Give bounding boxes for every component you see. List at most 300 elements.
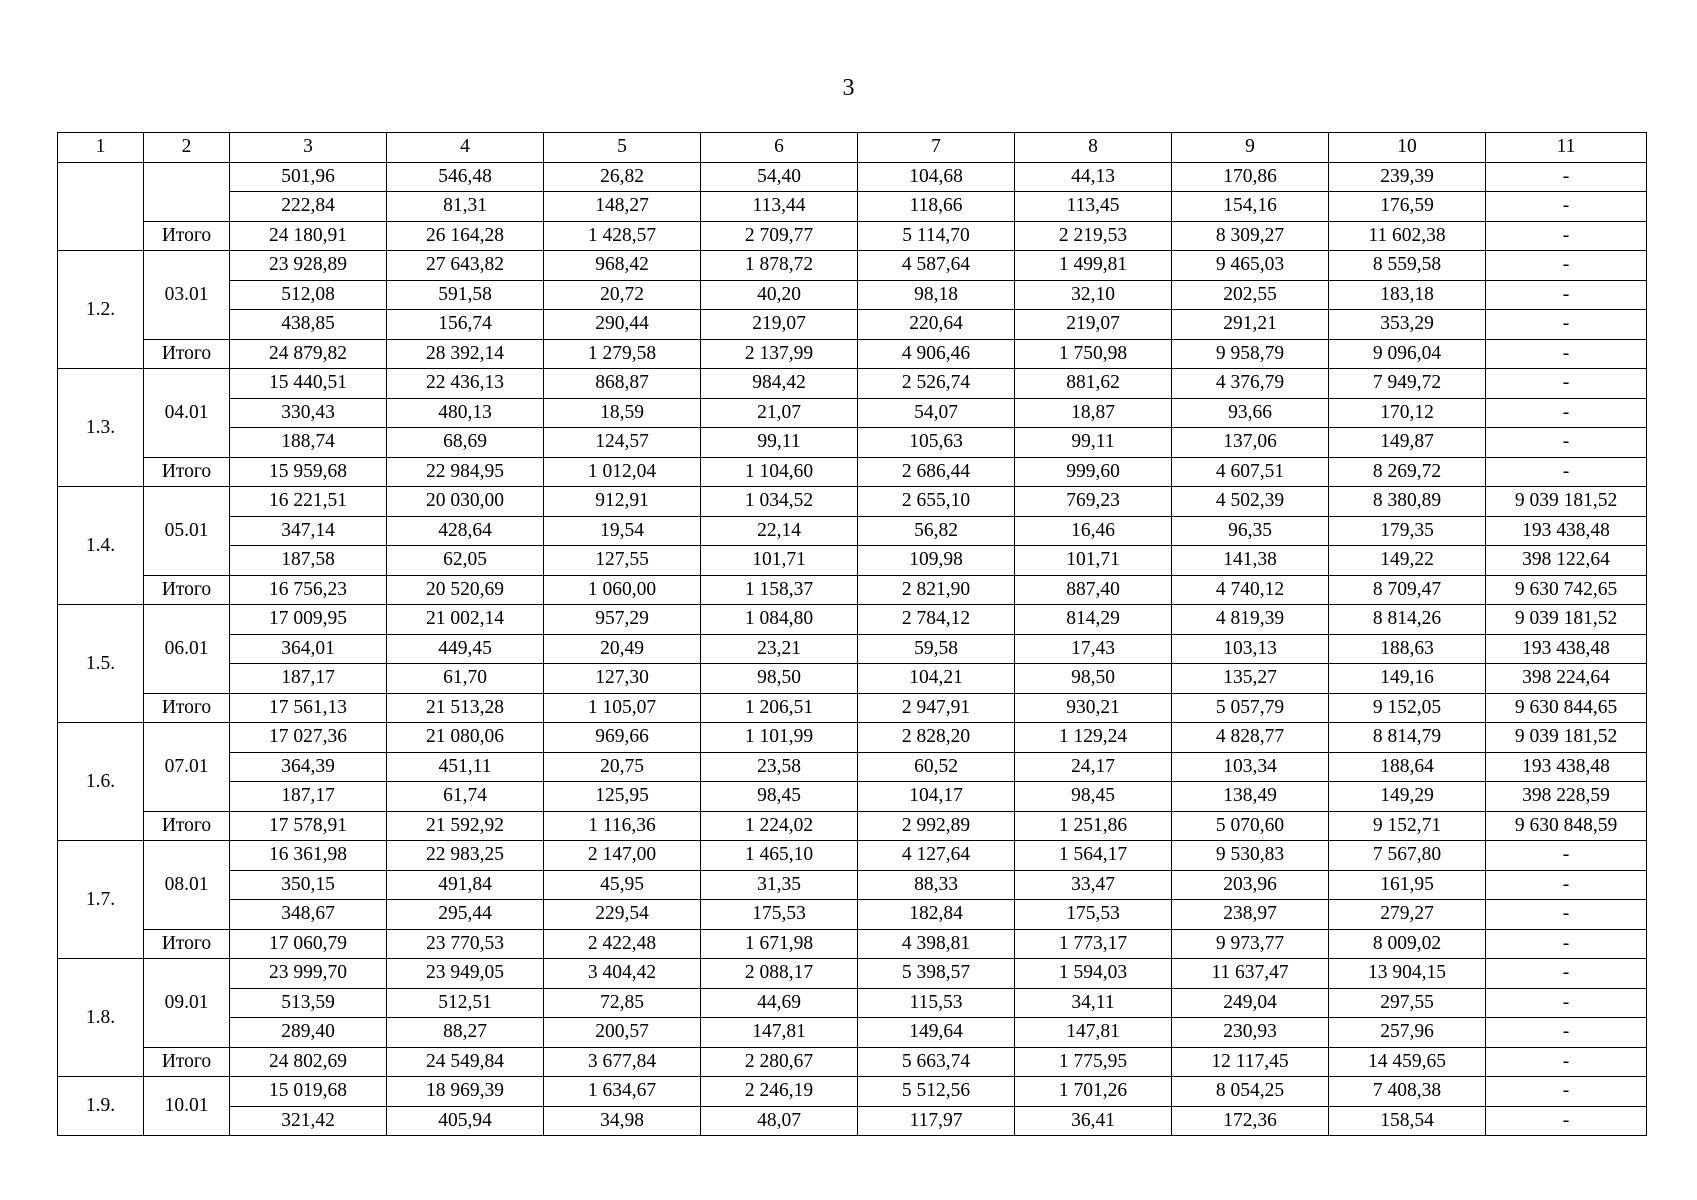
value-cell: 449,45 <box>387 634 544 664</box>
value-cell: 222,84 <box>230 192 387 222</box>
value-cell: 72,85 <box>544 988 701 1018</box>
value-cell: 11 637,47 <box>1172 959 1329 989</box>
value-cell: 154,16 <box>1172 192 1329 222</box>
total-value-cell: 22 984,95 <box>387 457 544 487</box>
value-cell: 8 559,58 <box>1329 251 1486 281</box>
value-cell: 20,49 <box>544 634 701 664</box>
value-cell: 17,43 <box>1015 634 1172 664</box>
total-value-cell: 9 630 848,59 <box>1486 811 1647 841</box>
value-cell: 438,85 <box>230 310 387 340</box>
value-cell: 187,58 <box>230 546 387 576</box>
page-number: 3 <box>842 75 855 101</box>
value-cell: 175,53 <box>701 900 858 930</box>
value-cell: 26,82 <box>544 162 701 192</box>
value-cell: 101,71 <box>1015 546 1172 576</box>
total-value-cell: 1 104,60 <box>701 457 858 487</box>
value-cell: 229,54 <box>544 900 701 930</box>
value-cell: 109,98 <box>858 546 1015 576</box>
table-row <box>58 723 1647 753</box>
value-cell: 7 949,72 <box>1329 369 1486 399</box>
total-row <box>58 339 1647 369</box>
value-cell: 88,33 <box>858 870 1015 900</box>
column-header: 11 <box>1486 133 1647 163</box>
total-value-cell: 21 513,28 <box>387 693 544 723</box>
value-cell: 182,84 <box>858 900 1015 930</box>
value-cell: 814,29 <box>1015 605 1172 635</box>
value-cell: 347,14 <box>230 516 387 546</box>
total-value-cell: 1 773,17 <box>1015 929 1172 959</box>
column-header: 7 <box>858 133 1015 163</box>
value-cell: 1 101,99 <box>701 723 858 753</box>
value-cell: 4 502,39 <box>1172 487 1329 517</box>
table-row <box>58 546 1647 576</box>
value-cell: 2 147,00 <box>544 841 701 871</box>
table-body <box>58 133 1647 1136</box>
total-value-cell: 9 958,79 <box>1172 339 1329 369</box>
total-value-cell: 4 398,81 <box>858 929 1015 959</box>
value-cell: 353,29 <box>1329 310 1486 340</box>
table-row <box>58 1018 1647 1048</box>
value-cell: 23,58 <box>701 752 858 782</box>
value-cell: 172,36 <box>1172 1106 1329 1136</box>
value-cell: 220,64 <box>858 310 1015 340</box>
value-cell: 187,17 <box>230 782 387 812</box>
total-row <box>58 575 1647 605</box>
value-cell: 98,50 <box>1015 664 1172 694</box>
value-cell: 68,69 <box>387 428 544 458</box>
total-value-cell: 21 592,92 <box>387 811 544 841</box>
code-cell: 09.01 <box>144 959 230 1048</box>
value-cell: 19,54 <box>544 516 701 546</box>
value-cell: 5 398,57 <box>858 959 1015 989</box>
value-cell: 480,13 <box>387 398 544 428</box>
value-cell: 56,82 <box>858 516 1015 546</box>
value-cell: 239,39 <box>1329 162 1486 192</box>
value-cell: 103,34 <box>1172 752 1329 782</box>
total-value-cell: 28 392,14 <box>387 339 544 369</box>
total-value-cell: 23 770,53 <box>387 929 544 959</box>
value-cell: 297,55 <box>1329 988 1486 1018</box>
value-cell: 9 465,03 <box>1172 251 1329 281</box>
value-cell: 141,38 <box>1172 546 1329 576</box>
total-row <box>58 1047 1647 1077</box>
value-cell: 968,42 <box>544 251 701 281</box>
value-cell: 161,95 <box>1329 870 1486 900</box>
table-row <box>58 634 1647 664</box>
table-row <box>58 398 1647 428</box>
value-cell: - <box>1486 192 1647 222</box>
value-cell: 99,11 <box>701 428 858 458</box>
total-value-cell: 5 114,70 <box>858 221 1015 251</box>
total-value-cell: 24 802,69 <box>230 1047 387 1077</box>
code-cell: 10.01 <box>144 1077 230 1136</box>
code-cell: 06.01 <box>144 605 230 694</box>
total-value-cell: - <box>1486 929 1647 959</box>
total-value-cell: 4 906,46 <box>858 339 1015 369</box>
value-cell: 118,66 <box>858 192 1015 222</box>
value-cell: 2 655,10 <box>858 487 1015 517</box>
total-value-cell: 999,60 <box>1015 457 1172 487</box>
value-cell: - <box>1486 1106 1647 1136</box>
value-cell: 124,57 <box>544 428 701 458</box>
value-cell: 912,91 <box>544 487 701 517</box>
value-cell: 16,46 <box>1015 516 1172 546</box>
value-cell: 1 564,17 <box>1015 841 1172 871</box>
value-cell: 115,53 <box>858 988 1015 1018</box>
value-cell: 984,42 <box>701 369 858 399</box>
total-value-cell: 16 756,23 <box>230 575 387 605</box>
value-cell: 148,27 <box>544 192 701 222</box>
total-label: Итого <box>144 457 230 487</box>
section-cell: 1.4. <box>58 487 144 605</box>
value-cell: 125,95 <box>544 782 701 812</box>
total-value-cell: 8 009,02 <box>1329 929 1486 959</box>
value-cell: 279,27 <box>1329 900 1486 930</box>
value-cell: - <box>1486 959 1647 989</box>
value-cell: 1 129,24 <box>1015 723 1172 753</box>
value-cell: 158,54 <box>1329 1106 1486 1136</box>
value-cell: 179,35 <box>1329 516 1486 546</box>
value-cell: 188,74 <box>230 428 387 458</box>
value-cell: - <box>1486 310 1647 340</box>
value-cell: 127,30 <box>544 664 701 694</box>
total-value-cell: 1 750,98 <box>1015 339 1172 369</box>
total-label: Итого <box>144 929 230 959</box>
value-cell: 20,72 <box>544 280 701 310</box>
value-cell: 289,40 <box>230 1018 387 1048</box>
value-cell: 188,64 <box>1329 752 1486 782</box>
code-cell: 03.01 <box>144 251 230 340</box>
section-cell: 1.3. <box>58 369 144 487</box>
total-row <box>58 811 1647 841</box>
value-cell: 23,21 <box>701 634 858 664</box>
value-cell: 21 002,14 <box>387 605 544 635</box>
value-cell: 34,11 <box>1015 988 1172 1018</box>
value-cell: - <box>1486 988 1647 1018</box>
total-label: Итого <box>144 339 230 369</box>
value-cell: 147,81 <box>1015 1018 1172 1048</box>
value-cell: 183,18 <box>1329 280 1486 310</box>
value-cell: 88,27 <box>387 1018 544 1048</box>
total-value-cell: 2 219,53 <box>1015 221 1172 251</box>
total-value-cell: 2 137,99 <box>701 339 858 369</box>
value-cell: 591,58 <box>387 280 544 310</box>
value-cell: 44,13 <box>1015 162 1172 192</box>
total-value-cell: 1 775,95 <box>1015 1047 1172 1077</box>
total-label: Итого <box>144 575 230 605</box>
value-cell: 249,04 <box>1172 988 1329 1018</box>
total-value-cell: 24 549,84 <box>387 1047 544 1077</box>
total-value-cell: 24 180,91 <box>230 221 387 251</box>
total-value-cell: 9 630 844,65 <box>1486 693 1647 723</box>
value-cell: 147,81 <box>701 1018 858 1048</box>
table-row <box>58 841 1647 871</box>
value-cell: 175,53 <box>1015 900 1172 930</box>
value-cell: - <box>1486 841 1647 871</box>
value-cell: 62,05 <box>387 546 544 576</box>
value-cell: 113,44 <box>701 192 858 222</box>
table-row <box>58 251 1647 281</box>
value-cell: 868,87 <box>544 369 701 399</box>
value-cell: 24,17 <box>1015 752 1172 782</box>
value-cell: 32,10 <box>1015 280 1172 310</box>
value-cell: 1 084,80 <box>701 605 858 635</box>
total-value-cell: - <box>1486 339 1647 369</box>
total-value-cell: - <box>1486 1047 1647 1077</box>
value-cell: 238,97 <box>1172 900 1329 930</box>
value-cell: 96,35 <box>1172 516 1329 546</box>
value-cell: 451,11 <box>387 752 544 782</box>
value-cell: 36,41 <box>1015 1106 1172 1136</box>
column-header: 4 <box>387 133 544 163</box>
column-header: 8 <box>1015 133 1172 163</box>
value-cell: 512,08 <box>230 280 387 310</box>
value-cell: 81,31 <box>387 192 544 222</box>
value-cell: 7 567,80 <box>1329 841 1486 871</box>
table-row <box>58 487 1647 517</box>
value-cell: 149,16 <box>1329 664 1486 694</box>
value-cell: 59,58 <box>858 634 1015 664</box>
value-cell: 219,07 <box>701 310 858 340</box>
column-header: 3 <box>230 133 387 163</box>
value-cell: 5 512,56 <box>858 1077 1015 1107</box>
value-cell: 364,01 <box>230 634 387 664</box>
value-cell: 1 634,67 <box>544 1077 701 1107</box>
value-cell: - <box>1486 1077 1647 1107</box>
table-row <box>58 1106 1647 1136</box>
total-value-cell: 9 152,05 <box>1329 693 1486 723</box>
value-cell: 350,15 <box>230 870 387 900</box>
data-table <box>57 132 1647 1136</box>
total-value-cell: - <box>1486 457 1647 487</box>
total-row <box>58 693 1647 723</box>
value-cell: 104,17 <box>858 782 1015 812</box>
total-value-cell: 8 309,27 <box>1172 221 1329 251</box>
value-cell: 7 408,38 <box>1329 1077 1486 1107</box>
value-cell: 291,21 <box>1172 310 1329 340</box>
value-cell: 18,59 <box>544 398 701 428</box>
table-row <box>58 428 1647 458</box>
value-cell: - <box>1486 398 1647 428</box>
value-cell: 61,74 <box>387 782 544 812</box>
table-row <box>58 988 1647 1018</box>
column-header: 10 <box>1329 133 1486 163</box>
value-cell: 99,11 <box>1015 428 1172 458</box>
value-cell: 18 969,39 <box>387 1077 544 1107</box>
section-cell: 1.7. <box>58 841 144 959</box>
total-value-cell: 2 280,67 <box>701 1047 858 1077</box>
value-cell: 105,63 <box>858 428 1015 458</box>
value-cell: 398 224,64 <box>1486 664 1647 694</box>
value-cell: 2 246,19 <box>701 1077 858 1107</box>
total-label: Итого <box>144 221 230 251</box>
value-cell: 2 828,20 <box>858 723 1015 753</box>
value-cell: - <box>1486 369 1647 399</box>
total-value-cell: 1 671,98 <box>701 929 858 959</box>
value-cell: 17 009,95 <box>230 605 387 635</box>
value-cell: 98,50 <box>701 664 858 694</box>
value-cell: 20 030,00 <box>387 487 544 517</box>
total-value-cell: 4 740,12 <box>1172 575 1329 605</box>
total-value-cell: 4 607,51 <box>1172 457 1329 487</box>
column-header: 5 <box>544 133 701 163</box>
total-label: Итого <box>144 811 230 841</box>
total-value-cell: 1 060,00 <box>544 575 701 605</box>
column-header: 1 <box>58 133 144 163</box>
value-cell: 93,66 <box>1172 398 1329 428</box>
total-value-cell: 1 206,51 <box>701 693 858 723</box>
code-cell: 08.01 <box>144 841 230 930</box>
value-cell: 546,48 <box>387 162 544 192</box>
total-value-cell: 11 602,38 <box>1329 221 1486 251</box>
total-value-cell: 1 428,57 <box>544 221 701 251</box>
value-cell: 13 904,15 <box>1329 959 1486 989</box>
value-cell: 2 088,17 <box>701 959 858 989</box>
total-value-cell: 1 251,86 <box>1015 811 1172 841</box>
value-cell: - <box>1486 428 1647 458</box>
value-cell: 203,96 <box>1172 870 1329 900</box>
value-cell: 501,96 <box>230 162 387 192</box>
column-header: 6 <box>701 133 858 163</box>
total-value-cell: 1 105,07 <box>544 693 701 723</box>
total-value-cell: 930,21 <box>1015 693 1172 723</box>
table-row <box>58 192 1647 222</box>
total-value-cell: 2 947,91 <box>858 693 1015 723</box>
total-value-cell: 2 422,48 <box>544 929 701 959</box>
value-cell: 17 027,36 <box>230 723 387 753</box>
code-cell: 05.01 <box>144 487 230 576</box>
total-row <box>58 929 1647 959</box>
value-cell: - <box>1486 280 1647 310</box>
value-cell: 881,62 <box>1015 369 1172 399</box>
value-cell: 257,96 <box>1329 1018 1486 1048</box>
total-value-cell: 1 116,36 <box>544 811 701 841</box>
value-cell: 16 361,98 <box>230 841 387 871</box>
value-cell: 1 878,72 <box>701 251 858 281</box>
value-cell: 103,13 <box>1172 634 1329 664</box>
value-cell: 48,07 <box>701 1106 858 1136</box>
table-row <box>58 1077 1647 1107</box>
value-cell: 16 221,51 <box>230 487 387 517</box>
table-row <box>58 310 1647 340</box>
section-cell: 1.8. <box>58 959 144 1077</box>
value-cell: 104,21 <box>858 664 1015 694</box>
value-cell: 200,57 <box>544 1018 701 1048</box>
value-cell: 1 594,03 <box>1015 959 1172 989</box>
value-cell: 138,49 <box>1172 782 1329 812</box>
value-cell: - <box>1486 251 1647 281</box>
total-value-cell: 2 686,44 <box>858 457 1015 487</box>
value-cell: 4 127,64 <box>858 841 1015 871</box>
total-value-cell: 15 959,68 <box>230 457 387 487</box>
value-cell: 1 701,26 <box>1015 1077 1172 1107</box>
value-cell: 170,86 <box>1172 162 1329 192</box>
value-cell: 117,97 <box>858 1106 1015 1136</box>
value-cell: 230,93 <box>1172 1018 1329 1048</box>
value-cell: 31,35 <box>701 870 858 900</box>
total-value-cell: 2 992,89 <box>858 811 1015 841</box>
value-cell: 149,64 <box>858 1018 1015 1048</box>
value-cell: 22 983,25 <box>387 841 544 871</box>
total-value-cell: 9 973,77 <box>1172 929 1329 959</box>
table-row <box>58 162 1647 192</box>
table-row <box>58 605 1647 635</box>
value-cell: 491,84 <box>387 870 544 900</box>
value-cell: 15 019,68 <box>230 1077 387 1107</box>
value-cell: 15 440,51 <box>230 369 387 399</box>
section-cell: 1.6. <box>58 723 144 841</box>
total-row <box>58 457 1647 487</box>
total-value-cell: 2 821,90 <box>858 575 1015 605</box>
total-value-cell: 24 879,82 <box>230 339 387 369</box>
value-cell: 219,07 <box>1015 310 1172 340</box>
table-row <box>58 369 1647 399</box>
code-cell <box>144 162 230 221</box>
value-cell: 1 034,52 <box>701 487 858 517</box>
value-cell: 21 080,06 <box>387 723 544 753</box>
table-row <box>58 664 1647 694</box>
total-value-cell: 26 164,28 <box>387 221 544 251</box>
total-value-cell: 5 070,60 <box>1172 811 1329 841</box>
value-cell: - <box>1486 1018 1647 1048</box>
value-cell: 22 436,13 <box>387 369 544 399</box>
value-cell: 20,75 <box>544 752 701 782</box>
value-cell: 428,64 <box>387 516 544 546</box>
table-row <box>58 959 1647 989</box>
value-cell: 45,95 <box>544 870 701 900</box>
value-cell: 27 643,82 <box>387 251 544 281</box>
value-cell: 127,55 <box>544 546 701 576</box>
value-cell: 4 828,77 <box>1172 723 1329 753</box>
value-cell: 34,98 <box>544 1106 701 1136</box>
total-value-cell: 1 158,37 <box>701 575 858 605</box>
value-cell: 9 039 181,52 <box>1486 605 1647 635</box>
total-value-cell: 8 709,47 <box>1329 575 1486 605</box>
value-cell: 1 499,81 <box>1015 251 1172 281</box>
value-cell: 405,94 <box>387 1106 544 1136</box>
total-value-cell: 9 152,71 <box>1329 811 1486 841</box>
code-cell: 04.01 <box>144 369 230 458</box>
column-header: 2 <box>144 133 230 163</box>
value-cell: 398 228,59 <box>1486 782 1647 812</box>
value-cell: 2 784,12 <box>858 605 1015 635</box>
value-cell: 98,45 <box>1015 782 1172 812</box>
value-cell: 60,52 <box>858 752 1015 782</box>
value-cell: 40,20 <box>701 280 858 310</box>
code-cell: 07.01 <box>144 723 230 812</box>
total-value-cell: 8 269,72 <box>1329 457 1486 487</box>
value-cell: 364,39 <box>230 752 387 782</box>
total-value-cell: 5 057,79 <box>1172 693 1329 723</box>
value-cell: 513,59 <box>230 988 387 1018</box>
value-cell: 61,70 <box>387 664 544 694</box>
value-cell: 8 814,26 <box>1329 605 1486 635</box>
table-row <box>58 870 1647 900</box>
value-cell: 135,27 <box>1172 664 1329 694</box>
total-value-cell: 17 060,79 <box>230 929 387 959</box>
value-cell: 957,29 <box>544 605 701 635</box>
value-cell: 8 814,79 <box>1329 723 1486 753</box>
total-value-cell: - <box>1486 221 1647 251</box>
value-cell: 137,06 <box>1172 428 1329 458</box>
value-cell: 23 949,05 <box>387 959 544 989</box>
total-value-cell: 1 279,58 <box>544 339 701 369</box>
value-cell: 18,87 <box>1015 398 1172 428</box>
value-cell: 2 526,74 <box>858 369 1015 399</box>
table-row <box>58 516 1647 546</box>
value-cell: 398 122,64 <box>1486 546 1647 576</box>
value-cell: 149,87 <box>1329 428 1486 458</box>
